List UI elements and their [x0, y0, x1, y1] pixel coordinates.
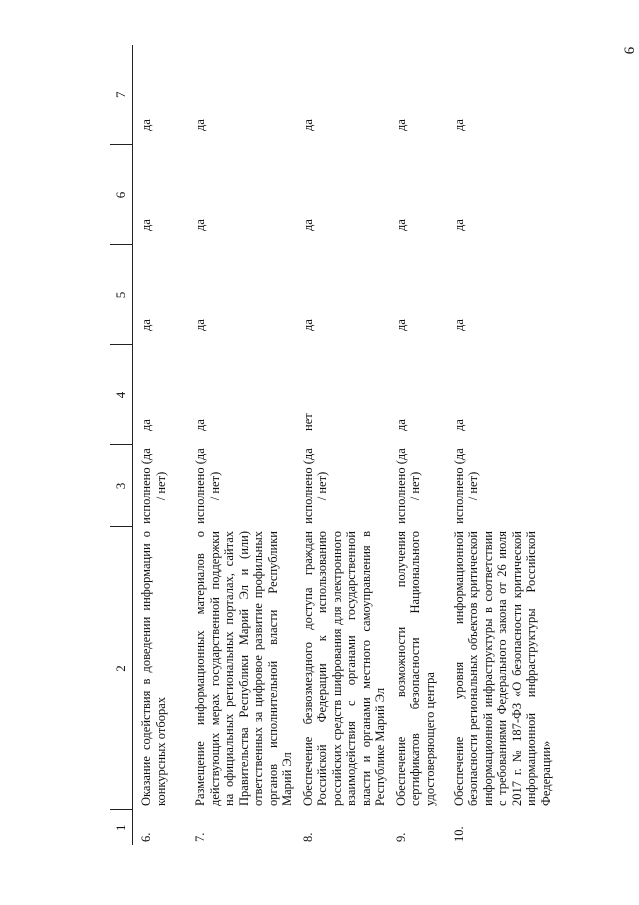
row-value: да	[300, 219, 315, 231]
column-header: 2	[110, 527, 133, 810]
row-value: да	[300, 119, 315, 131]
page-number: 9	[619, 46, 636, 55]
row-description: Оказание содействия в доведении информации о конкурсных отборах	[139, 531, 168, 806]
row-value: да	[451, 219, 466, 231]
row-value: да	[451, 419, 466, 431]
row-value: да	[393, 119, 408, 131]
row-number: 6.	[139, 832, 153, 842]
row-number: 10.	[451, 826, 466, 842]
row-number: 8.	[300, 832, 315, 842]
row-value: да	[139, 119, 153, 131]
column-header: 6	[110, 145, 133, 245]
row-value: да	[393, 419, 408, 431]
row-value: да	[451, 119, 466, 131]
row-value: да	[139, 219, 153, 231]
row-value: да	[300, 319, 315, 331]
column-header: 1	[110, 810, 133, 845]
table-row	[388, 45, 446, 845]
row-value: да	[139, 419, 153, 431]
indicators-table	[110, 45, 553, 845]
row-description: Размещение информационных материалов о действующих мерах государственной поддержки на официальных региональных порталах, сайтах Правительства Республики Марий Эл и (или) ответственных за цифровое развитие профильных органов исполнительной власти Республики Марий Эл	[193, 531, 294, 806]
row-description: Обеспечение безвозмездного доступа граждан Российской Федерации к использованию российских средств шифрования для электронного взаимодействия с органами государственной власти и органами местного самоуправления в Республике Марий Эл	[300, 531, 387, 806]
column-header: 4	[110, 345, 133, 445]
row-value: да	[193, 119, 207, 131]
row-value: да	[393, 219, 408, 231]
table-row	[133, 45, 188, 845]
table-header-row	[110, 45, 133, 845]
row-value: да	[193, 219, 207, 231]
row-status: исполнено (да / нет)	[300, 448, 329, 524]
row-number: 9.	[393, 832, 408, 842]
column-header: 3	[110, 445, 133, 527]
row-description: Обеспечение уровня информационной безопасности региональных объектов критической информационной инфраструктуры в соответствии с требованиями Федерального закона от 26 июля 2017 г. № 187-ФЗ «О безопасности критической информационной инфраструктуры Российской Федерации»	[451, 531, 553, 806]
row-status: исполнено (да / нет)	[193, 448, 222, 524]
row-status: исполнено (да / нет)	[451, 448, 480, 524]
row-value: да	[193, 319, 207, 331]
row-status: исполнено (да / нет)	[139, 448, 168, 524]
row-value: да	[451, 319, 466, 331]
row-value: да	[139, 319, 153, 331]
row-number: 7.	[193, 832, 207, 842]
row-value: нет	[300, 413, 315, 431]
row-description: Обеспечение возможности получения сертификатов безопасности Национального удостоверяющего центра	[393, 531, 437, 806]
column-header: 7	[110, 45, 133, 145]
table-row	[446, 45, 554, 845]
rotated-table-container	[110, 45, 582, 845]
column-header: 5	[110, 245, 133, 345]
row-value: да	[393, 319, 408, 331]
row-value: да	[193, 419, 207, 431]
row-status: исполнено (да / нет)	[393, 448, 422, 524]
table-row	[187, 45, 295, 845]
table-row	[295, 45, 388, 845]
